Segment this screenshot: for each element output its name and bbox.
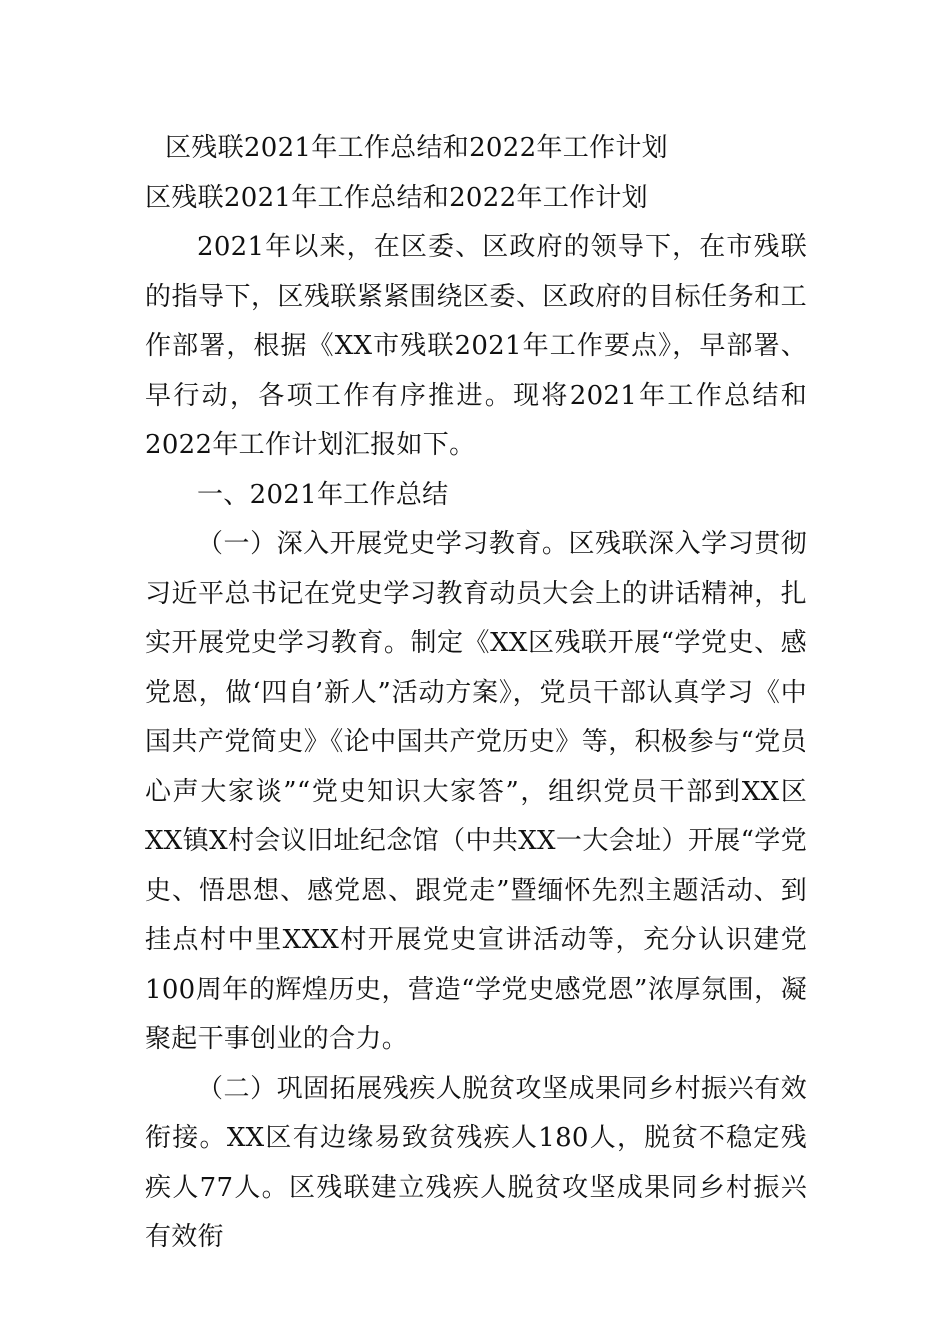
paragraph-poverty: （二）巩固拓展残疾人脱贫攻坚成果同乡村振兴有效衔接。XX区有边缘易致贫残疾人180人，脱贫不稳定残疾人77人。区残联建立残疾人脱贫攻坚成果同乡村振兴有效衔 (145, 1073, 807, 1252)
paragraph-intro: 2021年以来，在区委、区政府的领导下，在市残联的指导下，区残联紧紧围绕区委、区政府的目标任务和工作部署，根据《XX市残联2021年工作要点》，早部署、早行动，各项工作有序推进。现将2021年工作总结和2022年工作计划汇报如下。 (145, 232, 807, 460)
section-heading: 一、2021年工作总结 (197, 479, 449, 510)
document-subtitle: 区残联2021年工作总结和2022年工作计划 (145, 182, 648, 213)
document-body (145, 124, 807, 1263)
paragraph-party-history: （一）深入开展党史学习教育。区残联深入学习贯彻习近平总书记在党史学习教育动员大会上的讲话精神，扎实开展党史学习教育。制定《XX区残联开展“学党史、感党恩，做‘四自’新人”活动方案》，党员干部认真学习《中国共产党简史》《论中国共产党历史》等，积极参与“党员心声大家谈”“党史知识大家答”，组织党员干部到XX区XX镇X村会议旧址纪念馆（中共XX一大会址）开展“学党史、悟思想、感党恩、跟党走”暨缅怀先烈主题活动、到挂点村中里XXX村开展党史宣讲活动等，充分认识建党100周年的辉煌历史，营造“学党史感党恩”浓厚氛围，凝聚起干事创业的合力。 (145, 529, 807, 1054)
document-title: 区残联2021年工作总结和2022年工作计划 (165, 133, 668, 163)
